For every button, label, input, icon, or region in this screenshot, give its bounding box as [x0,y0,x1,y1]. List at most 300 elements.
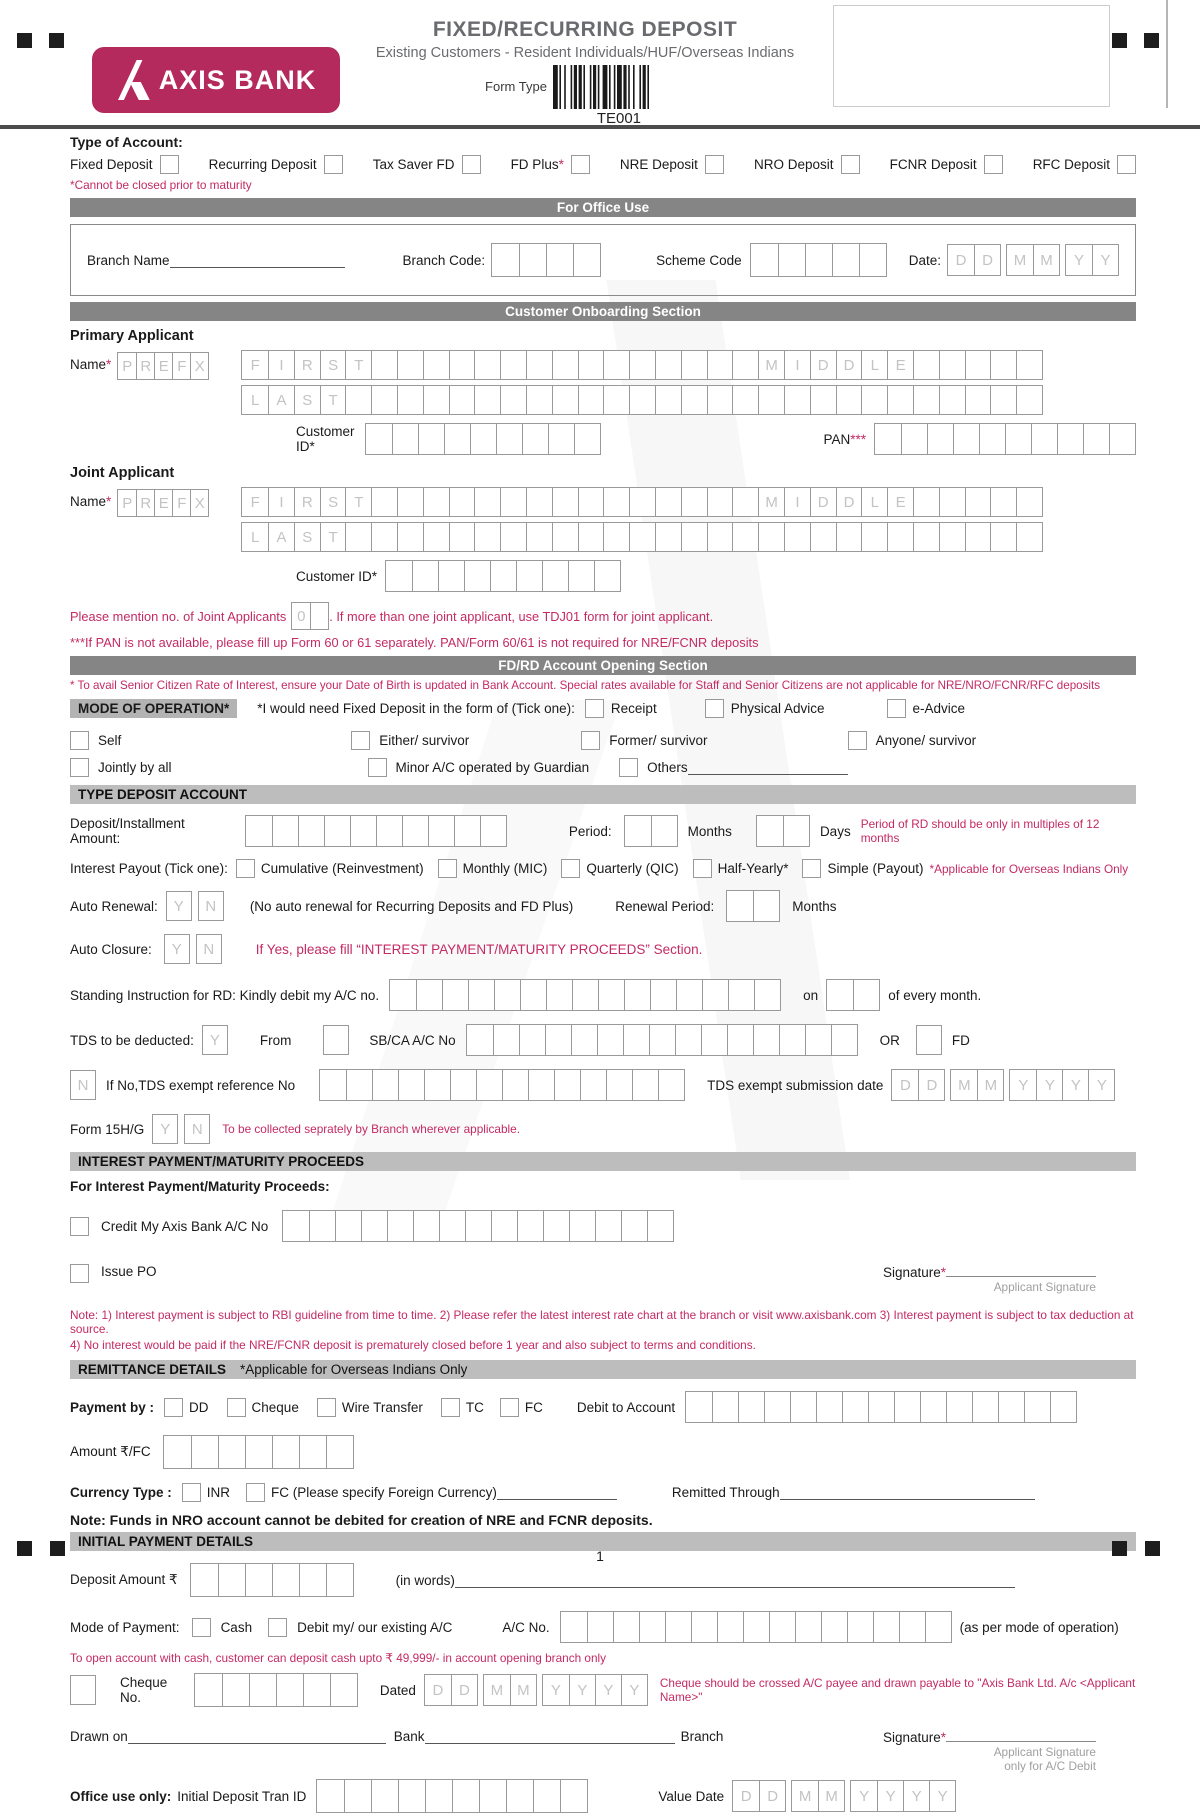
cell[interactable] [371,351,397,379]
cell[interactable]: D [836,351,862,379]
cell[interactable] [390,980,416,1010]
cell[interactable] [546,244,573,276]
cell[interactable] [548,424,574,454]
cell[interactable] [629,351,655,379]
cell[interactable]: D [810,351,836,379]
cell[interactable]: L [861,351,887,379]
cell[interactable] [1109,424,1135,454]
cell[interactable] [346,1070,372,1100]
cell[interactable] [476,1070,502,1100]
cell[interactable] [542,561,568,591]
cell[interactable]: E [154,353,172,379]
cell[interactable] [655,523,681,551]
cell[interactable] [568,561,594,591]
cell[interactable] [990,488,1016,516]
tds-exempt-ref-cells[interactable] [319,1069,685,1101]
cell[interactable] [613,1612,639,1642]
period-months-cells[interactable] [624,815,678,847]
cell[interactable] [676,980,702,1010]
cell[interactable]: Y [1088,1070,1114,1100]
cell[interactable] [326,1436,353,1468]
cell[interactable] [887,386,913,414]
cell[interactable] [519,1025,545,1055]
jointly-by-all-checkbox[interactable] [70,758,89,777]
cell[interactable] [821,1612,847,1642]
cell[interactable] [805,1025,831,1055]
cell[interactable] [727,891,753,921]
cell[interactable] [939,523,965,551]
cell[interactable]: M [490,1681,504,1699]
cell[interactable]: D [810,488,836,516]
cell[interactable] [467,1025,493,1055]
cell[interactable] [345,523,371,551]
cell[interactable] [283,1211,309,1241]
cell[interactable] [465,1211,491,1241]
cell[interactable]: Y [1073,251,1084,269]
cell[interactable] [299,1564,326,1596]
cell[interactable] [516,561,542,591]
cell[interactable]: L [251,528,260,546]
cell[interactable] [727,1025,753,1055]
cell[interactable] [778,244,805,276]
cell[interactable] [526,386,552,414]
cell[interactable] [624,980,650,1010]
cell[interactable]: D [974,245,1000,275]
minor-guardian-checkbox[interactable] [368,758,387,777]
cell[interactable] [595,1211,621,1241]
cell[interactable] [330,1674,357,1706]
cell[interactable] [732,386,758,414]
cell[interactable] [578,523,604,551]
cell[interactable] [474,386,500,414]
cell[interactable] [1083,424,1109,454]
cell[interactable]: T [320,386,346,414]
cell[interactable] [655,386,681,414]
payment-ac-cells[interactable] [560,1611,952,1643]
physical-advice-checkbox[interactable] [705,699,724,718]
anyone-survivor-checkbox[interactable] [848,731,867,750]
cell[interactable] [490,561,516,591]
amount-fc-cells[interactable] [163,1435,354,1469]
cell[interactable] [272,1564,299,1596]
cell[interactable] [701,1025,727,1055]
cell[interactable] [758,523,784,551]
cell[interactable]: D [918,1070,944,1100]
cell[interactable] [758,386,784,414]
cell[interactable] [428,816,454,846]
cell[interactable]: X [190,353,208,379]
cell[interactable] [572,980,598,1010]
cell[interactable] [757,816,783,846]
cell[interactable]: F [172,353,190,379]
cell[interactable] [474,523,500,551]
cell[interactable] [272,816,298,846]
cell[interactable] [810,523,836,551]
cell[interactable]: X [190,490,208,516]
cell[interactable] [702,980,728,1010]
cell[interactable] [299,1436,326,1468]
cell[interactable] [1016,386,1042,414]
cell[interactable] [449,523,475,551]
cell[interactable]: Y [550,1681,561,1699]
cell[interactable] [326,1564,353,1596]
cell[interactable]: A [268,386,294,414]
bank-line[interactable] [425,1729,675,1744]
cell[interactable] [309,1211,335,1241]
cell[interactable] [578,386,604,414]
cheque-date-yyyy-cells[interactable] [542,1674,648,1706]
cheque-no-cells[interactable] [194,1673,358,1707]
cell[interactable] [500,488,526,516]
cell[interactable] [218,1436,245,1468]
cell[interactable] [496,424,522,454]
cell[interactable] [543,1211,569,1241]
cell[interactable] [546,980,572,1010]
cell[interactable] [506,1780,533,1812]
fc-checkbox[interactable] [500,1398,519,1417]
joint-last-cells[interactable] [241,522,1043,552]
cell[interactable]: Y [903,1781,929,1811]
value-date-yyyy-cells[interactable] [850,1780,956,1812]
cell[interactable] [632,1070,658,1100]
cell[interactable] [717,1612,743,1642]
cell[interactable] [629,386,655,414]
cell[interactable] [320,1070,346,1100]
cell[interactable] [965,351,991,379]
cell[interactable] [517,1211,543,1241]
cell[interactable]: P [122,357,133,375]
cell[interactable] [335,1211,361,1241]
cell[interactable] [344,1780,371,1812]
fcnr-deposit-checkbox[interactable] [984,155,1003,174]
cell[interactable] [366,424,392,454]
cell[interactable] [842,1392,868,1422]
cell[interactable] [317,1780,344,1812]
cell[interactable] [372,1070,398,1100]
cell[interactable] [526,488,552,516]
cell[interactable] [899,1612,925,1642]
scheme-code-cells[interactable] [750,243,887,277]
cell[interactable] [526,523,552,551]
cell[interactable]: L [251,391,260,409]
value-date-dd-cells[interactable] [732,1780,786,1812]
value-date-mm-cells[interactable] [791,1780,845,1812]
tc-checkbox[interactable] [441,1398,460,1417]
cell[interactable] [847,1612,873,1642]
cell[interactable] [454,816,480,846]
cell[interactable] [324,816,350,846]
cell[interactable] [603,523,629,551]
cell[interactable]: Y [569,1675,595,1705]
cell[interactable] [732,488,758,516]
cell[interactable]: D [451,1675,477,1705]
cell[interactable] [480,816,506,846]
cell[interactable] [449,351,475,379]
cell[interactable] [927,424,953,454]
cell[interactable] [939,488,965,516]
cell[interactable] [520,980,546,1010]
cell[interactable] [416,980,442,1010]
foreign-currency-line[interactable] [497,1485,617,1500]
cell[interactable] [681,488,707,516]
initial-deposit-amount-cells[interactable] [190,1563,354,1597]
cell[interactable] [561,1612,587,1642]
cell[interactable]: I [268,488,294,516]
cell[interactable] [816,1392,842,1422]
cell[interactable] [552,523,578,551]
cell[interactable] [552,488,578,516]
cell[interactable] [939,386,965,414]
form15-y-box[interactable]: Y [152,1114,178,1144]
either-survivor-checkbox[interactable] [351,731,370,750]
cell[interactable] [371,1780,398,1812]
debit-existing-checkbox[interactable] [268,1618,287,1637]
auto-renewal-y-box[interactable]: Y [166,891,192,921]
cell[interactable] [449,386,475,414]
deposit-amount-cells[interactable] [245,815,507,847]
cell[interactable]: 0 [297,607,306,625]
cell[interactable]: S [320,351,346,379]
cell[interactable]: S [320,488,346,516]
cell[interactable]: D [432,1681,444,1699]
cell[interactable] [552,386,578,414]
signature-line[interactable] [946,1264,1096,1277]
tds-y-box[interactable]: Y [202,1025,228,1055]
receipt-checkbox[interactable] [585,699,604,718]
cell[interactable] [965,488,991,516]
cell[interactable] [681,351,707,379]
cell[interactable] [412,561,438,591]
cheque-checkbox[interactable] [227,1398,246,1417]
wire-transfer-checkbox[interactable] [317,1398,336,1417]
cell[interactable] [751,244,778,276]
cell[interactable] [875,424,901,454]
inr-checkbox[interactable] [182,1483,201,1502]
cell[interactable] [925,1612,951,1642]
cell[interactable] [707,351,733,379]
cell[interactable] [754,980,780,1010]
cell[interactable] [639,1612,665,1642]
cell[interactable] [526,351,552,379]
others-line[interactable] [688,760,848,775]
tds-date-mm-cells[interactable] [950,1069,1004,1101]
cell[interactable]: R [136,490,154,516]
fd-plus-checkbox[interactable] [571,155,590,174]
cell[interactable] [629,523,655,551]
cell[interactable] [494,980,520,1010]
cell[interactable] [861,386,887,414]
cell[interactable] [276,1674,303,1706]
cell[interactable] [732,523,758,551]
cell[interactable] [732,351,758,379]
cell[interactable] [769,1612,795,1642]
cell[interactable] [371,386,397,414]
cell[interactable] [502,1070,528,1100]
cheque-date-dd-cells[interactable] [424,1674,478,1706]
cell[interactable] [272,1436,299,1468]
drawn-on-line[interactable] [128,1729,386,1744]
cell[interactable] [979,424,1005,454]
quarterly-qic-checkbox[interactable] [561,859,580,878]
cell[interactable] [606,1070,632,1100]
cell[interactable] [345,386,371,414]
cell[interactable] [218,1564,245,1596]
simple-payout-checkbox[interactable] [802,859,821,878]
cell[interactable] [574,424,600,454]
former-survivor-checkbox[interactable] [581,731,600,750]
others-checkbox[interactable] [619,758,638,777]
cell[interactable] [649,1025,675,1055]
cell[interactable]: Y [1036,1070,1062,1100]
date-dd-cells[interactable] [947,244,1001,276]
cell[interactable] [795,1612,821,1642]
cell[interactable] [573,244,600,276]
issue-po-checkbox[interactable] [70,1264,89,1283]
cell[interactable] [650,980,676,1010]
cell[interactable] [861,523,887,551]
cell[interactable]: M [1033,245,1059,275]
cell[interactable] [655,351,681,379]
cell[interactable]: F [250,356,260,374]
cell[interactable] [303,1674,330,1706]
cell[interactable] [413,1211,439,1241]
cell[interactable]: Y [1018,1076,1029,1094]
cell[interactable] [790,1392,816,1422]
cell[interactable] [468,980,494,1010]
cell[interactable] [753,1025,779,1055]
cell[interactable]: D [836,488,862,516]
cell[interactable] [474,488,500,516]
cell[interactable] [442,980,468,1010]
cell[interactable] [424,1070,450,1100]
cell[interactable] [784,523,810,551]
cell[interactable] [1016,488,1042,516]
cell[interactable] [1031,424,1057,454]
auto-closure-y-box[interactable]: Y [164,934,190,964]
cell[interactable] [681,386,707,414]
cell[interactable]: S [294,523,320,551]
cell[interactable] [361,1211,387,1241]
si-account-cells[interactable] [389,979,781,1011]
cell[interactable] [425,1780,452,1812]
cell[interactable] [195,1674,222,1706]
primary-last-cells[interactable] [241,385,1043,415]
cell[interactable]: R [136,353,154,379]
cell[interactable]: R [294,488,320,516]
si-day-cells[interactable] [826,979,880,1011]
monthly-mic-checkbox[interactable] [438,859,457,878]
cell[interactable] [245,1564,272,1596]
cash-checkbox[interactable] [192,1618,211,1637]
cell[interactable] [873,1612,899,1642]
cell[interactable]: M [758,351,784,379]
renewal-period-cells[interactable] [726,890,780,922]
cell[interactable] [387,1211,413,1241]
cell[interactable] [707,386,733,414]
cell[interactable] [598,980,624,1010]
cell[interactable] [423,351,449,379]
cell[interactable] [625,816,651,846]
cheque-option-box[interactable] [70,1675,96,1705]
cell[interactable] [675,1025,701,1055]
cell[interactable] [990,523,1016,551]
cell[interactable]: Y [929,1781,955,1811]
cell[interactable] [397,351,423,379]
half-yearly-checkbox[interactable] [693,859,712,878]
cell[interactable]: Y [859,1787,870,1805]
cell[interactable] [491,1211,517,1241]
cell[interactable] [810,386,836,414]
cell[interactable] [939,351,965,379]
cell[interactable] [603,351,629,379]
fd-box[interactable] [916,1025,942,1055]
cell[interactable] [603,386,629,414]
cell[interactable] [371,488,397,516]
cell[interactable] [913,523,939,551]
in-words-line[interactable] [455,1573,1015,1588]
cell[interactable]: M [818,1781,844,1811]
cell[interactable] [1016,523,1042,551]
cell[interactable] [500,523,526,551]
primary-customer-id-cells[interactable] [365,423,601,455]
cell[interactable] [493,1025,519,1055]
cell[interactable] [946,1392,972,1422]
cell[interactable] [1016,351,1042,379]
cell[interactable] [500,351,526,379]
cell[interactable]: E [154,490,172,516]
nro-deposit-checkbox[interactable] [841,155,860,174]
cell[interactable] [603,488,629,516]
auto-closure-n-box[interactable]: N [196,934,222,964]
cell[interactable] [728,980,754,1010]
cell[interactable] [298,816,324,846]
cell[interactable] [887,523,913,551]
cell[interactable] [450,1070,476,1100]
cell[interactable] [522,424,548,454]
cell[interactable] [587,1612,613,1642]
cell[interactable] [990,386,1016,414]
cell[interactable] [246,816,272,846]
cell[interactable] [519,244,546,276]
cell[interactable] [470,424,496,454]
cell[interactable] [894,1392,920,1422]
cell[interactable] [398,1780,425,1812]
cell[interactable] [965,523,991,551]
branch-code-cells[interactable] [491,243,601,277]
cell[interactable] [578,488,604,516]
joint-customer-id-cells[interactable] [385,560,621,592]
cell[interactable] [831,1025,857,1055]
cell[interactable] [621,1211,647,1241]
credit-axis-ac-checkbox[interactable] [70,1217,89,1236]
sbca-account-cells[interactable] [466,1024,858,1056]
cell[interactable] [464,561,490,591]
cell[interactable] [164,1436,191,1468]
cell[interactable] [665,1612,691,1642]
joint-name-prefix-cells[interactable] [117,489,209,517]
cell[interactable]: D [759,1781,785,1811]
cell[interactable] [474,351,500,379]
cell[interactable] [545,1025,571,1055]
fc-currency-checkbox[interactable] [246,1483,265,1502]
cell[interactable] [738,1392,764,1422]
cell[interactable] [743,1612,769,1642]
cell[interactable] [712,1392,738,1422]
cell[interactable] [707,523,733,551]
joint-count-cells[interactable] [291,602,329,630]
cell[interactable] [972,1392,998,1422]
cell[interactable] [965,386,991,414]
